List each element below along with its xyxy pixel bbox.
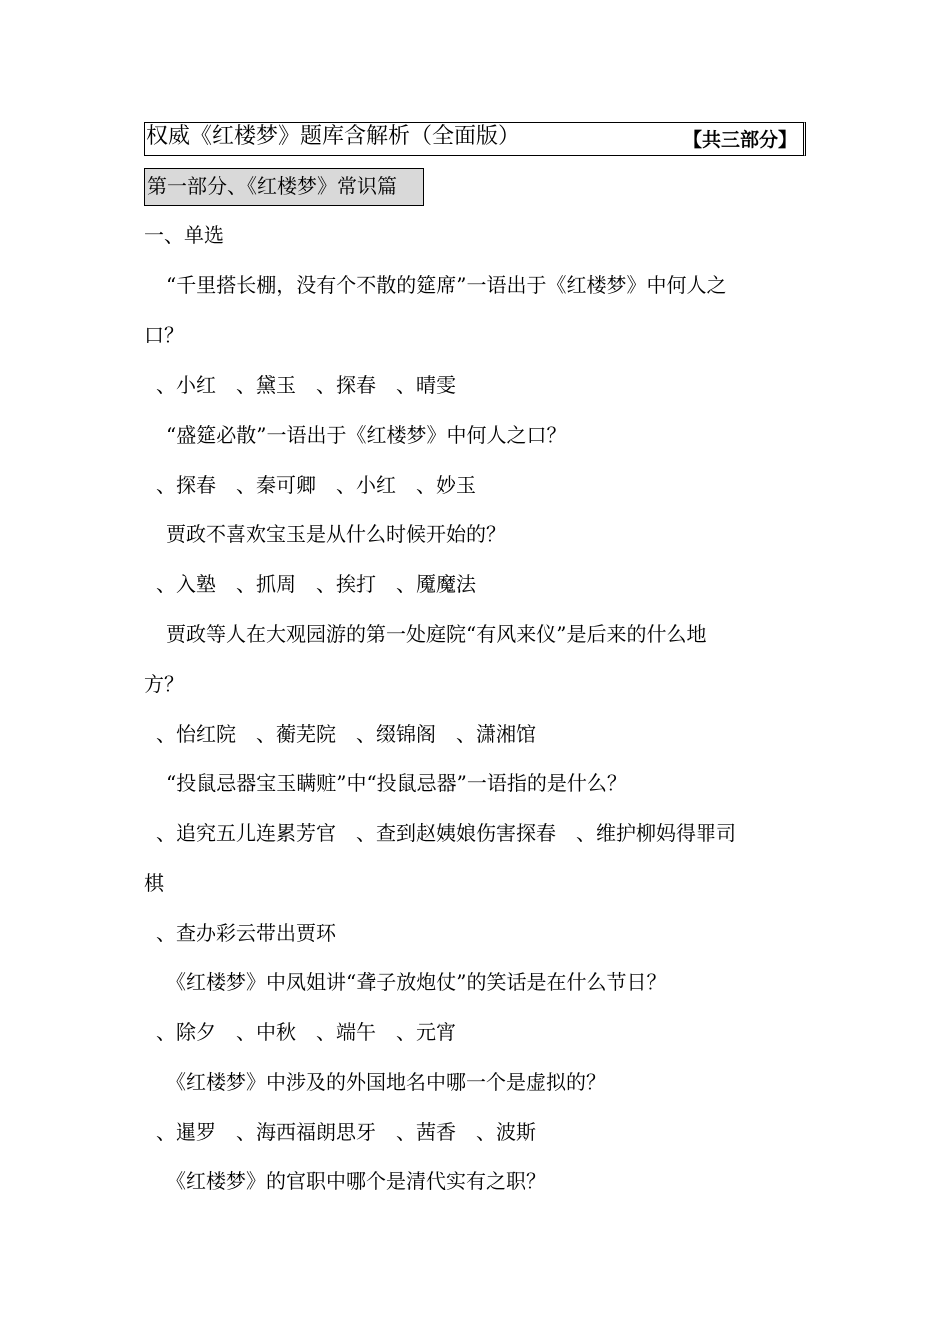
question-5-options-line-2: 棋 (144, 871, 164, 895)
question-3: 贾政不喜欢宝玉是从什么时候开始的？ (166, 522, 506, 546)
question-5-options-line-3: 、查办彩云带出贾环 (156, 921, 336, 945)
question-8: 《红楼梦》的官职中哪个是清代实有之职？ (166, 1169, 546, 1193)
question-3-options: 、入塾 、抓周 、挨打 、魇魔法 (156, 572, 476, 596)
question-4-line-1: 贾政等人在大观园游的第一处庭院“有风来仪”是后来的什么地 (166, 622, 707, 646)
question-7: 《红楼梦》中涉及的外国地名中哪一个是虚拟的？ (166, 1070, 606, 1094)
question-5-options-line-1: 、追究五儿连累芳官 、查到赵姨娘伤害探春 、维护柳妈得罪司 (156, 821, 736, 845)
question-6-options: 、除夕 、中秋 、端午 、元宵 (156, 1020, 456, 1044)
parts-tag: 【共三部分】 (682, 129, 797, 151)
document-title: 权威《红楼梦》题库含解析（全面版） (146, 124, 521, 149)
question-1-options: 、小红 、黛玉 、探春 、晴雯 (156, 373, 456, 397)
question-1-line-2: 口？ (144, 323, 184, 347)
section-heading: 第一部分、《红楼梦》常识篇 (144, 168, 424, 206)
question-2-options: 、探春 、秦可卿 、小红 、妙玉 (156, 473, 476, 497)
document-title-box (144, 122, 806, 156)
subsection-heading: 一、单选 (144, 223, 224, 247)
question-6: 《红楼梦》中凤姐讲“聋子放炮仗”的笑话是在什么节日？ (166, 970, 667, 994)
question-5: “投鼠忌器宝玉瞒赃”中“投鼠忌器”一语指的是什么？ (166, 771, 627, 795)
question-4-options: 、怡红院 、蘅芜院 、缀锦阁 、潇湘馆 (156, 722, 536, 746)
question-4-line-2: 方？ (144, 672, 184, 696)
question-1-line-1: “千里搭长棚，没有个不散的筵席”一语出于《红楼梦》中何人之 (166, 273, 727, 297)
question-7-options: 、暹罗 、海西福朗思牙 、茜香 、波斯 (156, 1120, 536, 1144)
question-2: “盛筵必散”一语出于《红楼梦》中何人之口？ (166, 423, 567, 447)
